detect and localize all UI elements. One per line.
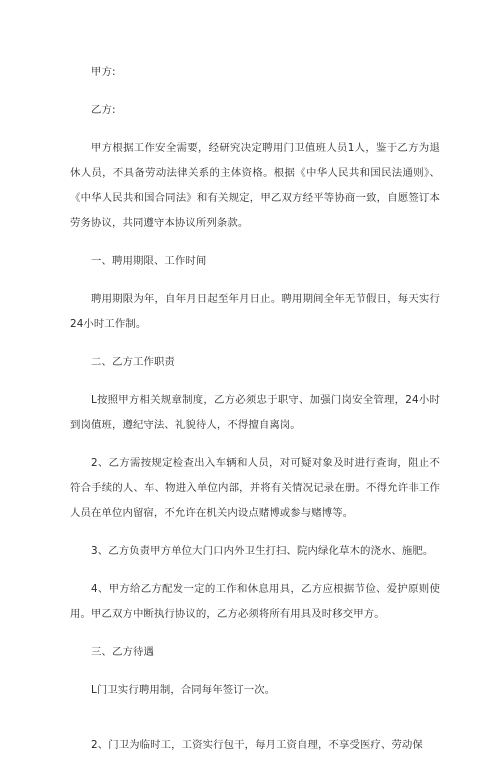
section-2-item-2: 2、乙方需按规定检查出入车辆和人员，对可疑对象及时进行查询，阻止不符合手续的人、车、物进入单位内部，并将有关情况记录在册。不得允许非工作人员在单位内留宿，不允许在机关内设点赌博或参与赌博等。 — [70, 457, 440, 519]
section-2-item-4: 4、甲方给乙方配发一定的工作和休息用具，乙方应根据节俭、爱护原则使用。甲乙双方中断执行协议的，乙方必须将所有用具及时移交甲方。 — [70, 583, 440, 620]
section-1-heading: 一、聘用期限、工作时间 — [91, 255, 207, 267]
section-2-item-1: L按照甲方相关规章制度，乙方必须忠于职守、加强门岗安全管理，24小时到岗值班，遵纪守法、礼貌待人，不得擅自离岗。 — [70, 394, 440, 431]
document-body — [70, 60, 440, 771]
section-3-item-1: L门卫实行聘用制，合同每年签订一次。 — [91, 684, 276, 696]
party-a-line: 甲方: — [91, 66, 116, 78]
section-1-paragraph: 聘用期限为年，自年月日起至年月日止。聘用期间全年无节假日，每天实行24小时工作制。 — [70, 293, 440, 330]
section-3-item-2: 2、门卫为临时工，工资实行包干，每月工资自理，不享受医疗、劳动保 — [91, 739, 423, 751]
section-3-heading: 三、乙方待遇 — [91, 646, 154, 658]
intro-paragraph: 甲方根据工作安全需要，经研究决定聘用门卫值班人员1人，鉴于乙方为退休人员，不具备劳动法律关系的主体资格。根据《中华人民共和国民法通则》、《中华人民共和国合同法》和有关规定，甲乙双方经平等协商一致，自愿签订本劳务协议，共同遵守本协议所列条款。 — [70, 142, 440, 229]
section-2-heading: 二、乙方工作职责 — [91, 356, 175, 368]
section-2-item-3: 3、乙方负责甲方单位大门口内外卫生打扫、院内绿化草木的浇水、施肥。 — [91, 545, 434, 557]
party-b-line: 乙方: — [91, 104, 116, 116]
